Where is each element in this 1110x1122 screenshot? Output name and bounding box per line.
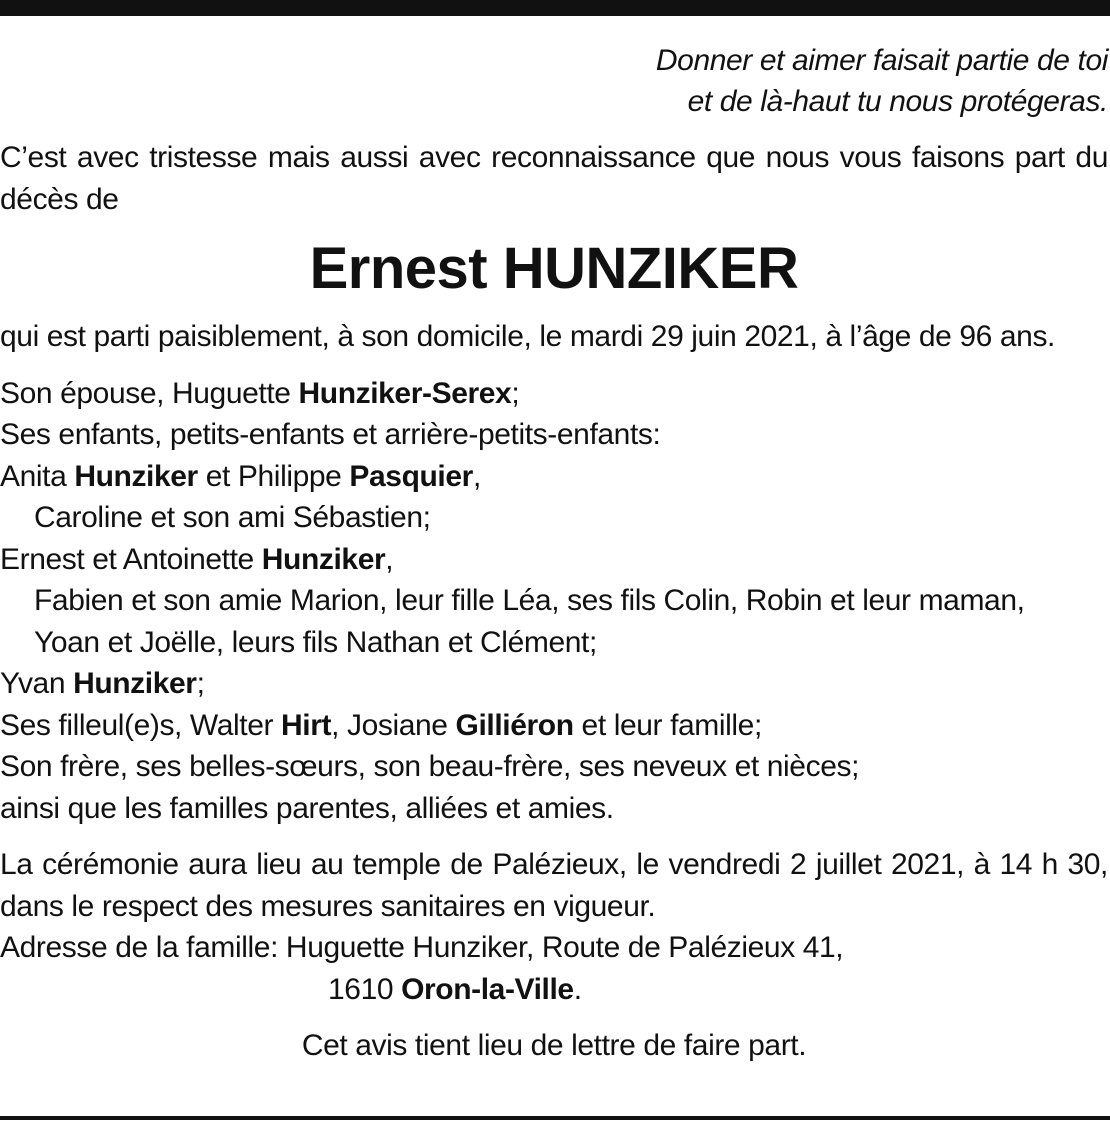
city-suffix: .	[573, 972, 582, 1006]
ernest-line	[0, 539, 1108, 581]
siblings-line: Son frère, ses belles-sœurs, son beau-frère, ses neveux et nièces;	[0, 750, 860, 783]
godchildren-suffix: et leur famille;	[573, 708, 762, 742]
anita-suffix: ,	[472, 459, 481, 493]
anita-surname: Hunziker	[74, 459, 198, 493]
epigraph-line-2: et de là-haut tu nous protégeras.	[687, 85, 1108, 118]
closing-note: Cet avis tient lieu de lettre de faire part.	[301, 1029, 807, 1062]
city-name: Oron-la-Ville	[401, 972, 574, 1006]
josiane-surname: Gilliéron	[455, 708, 574, 742]
top-rule	[0, 0, 1110, 16]
yoan-line: Yoan et Joëlle, leurs fils Nathan et Clément;	[34, 625, 597, 659]
spouse-surname: Hunziker-Serex	[298, 376, 512, 410]
family-address: Adresse de la famille: Huguette Hunziker, Route de Palézieux 41,	[0, 931, 844, 964]
epigraph-line-1: Donner et aimer faisait partie de toi	[655, 44, 1108, 77]
godchildren-prefix: Ses filleul(e)s, Walter	[0, 708, 282, 742]
bottom-rule	[0, 1116, 1110, 1120]
spouse-suffix: ;	[511, 376, 520, 410]
children-heading: Ses enfants, petits-enfants et arrière-petits-enfants:	[0, 418, 661, 451]
zip-code: 1610	[328, 972, 402, 1006]
ceremony-text: La cérémonie aura lieu au temple de Palézieux, le vendredi 2 juillet 2021, à 14 h 30, dans le respect des mesures sanitaires en vigueur.	[0, 848, 1108, 923]
anita-prefix: Anita	[0, 459, 75, 493]
yvan-line	[0, 663, 1108, 705]
josiane-prefix: , Josiane	[331, 708, 456, 742]
obituary-notice	[0, 40, 1108, 1067]
fabien-line: Fabien et son amie Marion, leur fille Léa, ses fils Colin, Robin et leur maman,	[34, 584, 1025, 617]
philippe-surname: Pasquier	[349, 459, 473, 493]
philippe-prefix: et Philippe	[197, 459, 350, 493]
yvan-suffix: ;	[196, 667, 205, 700]
walter-surname: Hirt	[281, 708, 332, 742]
ernest-surname: Hunziker	[261, 542, 386, 576]
ceremony-info	[0, 844, 1108, 1010]
epigraph	[0, 40, 1108, 122]
others-line: ainsi que les familles parentes, alliées et amies.	[0, 791, 614, 825]
deceased-name: Ernest HUNZIKER	[309, 236, 799, 301]
intro-text: C’est avec tristesse mais aussi avec reconnaissance que nous vous faisons part du décès de	[0, 141, 1108, 216]
spouse-prefix: Son épouse, Huguette	[0, 376, 299, 410]
yvan-surname: Hunziker	[73, 667, 197, 700]
anita-line	[0, 456, 1108, 498]
godchildren-line	[0, 705, 1108, 747]
ernest-prefix: Ernest et Antoinette	[0, 542, 262, 576]
family-list	[0, 373, 1108, 830]
caroline-line: Caroline et son ami Sébastien;	[34, 501, 431, 534]
death-details: qui est parti paisiblement, à son domicile, le mardi 29 juin 2021, à l’âge de 96 ans.	[0, 320, 1055, 353]
family-address-city	[0, 969, 1108, 1011]
yvan-prefix: Yvan	[0, 667, 74, 700]
spouse-line	[0, 373, 1108, 415]
ernest-suffix: ,	[385, 542, 394, 576]
